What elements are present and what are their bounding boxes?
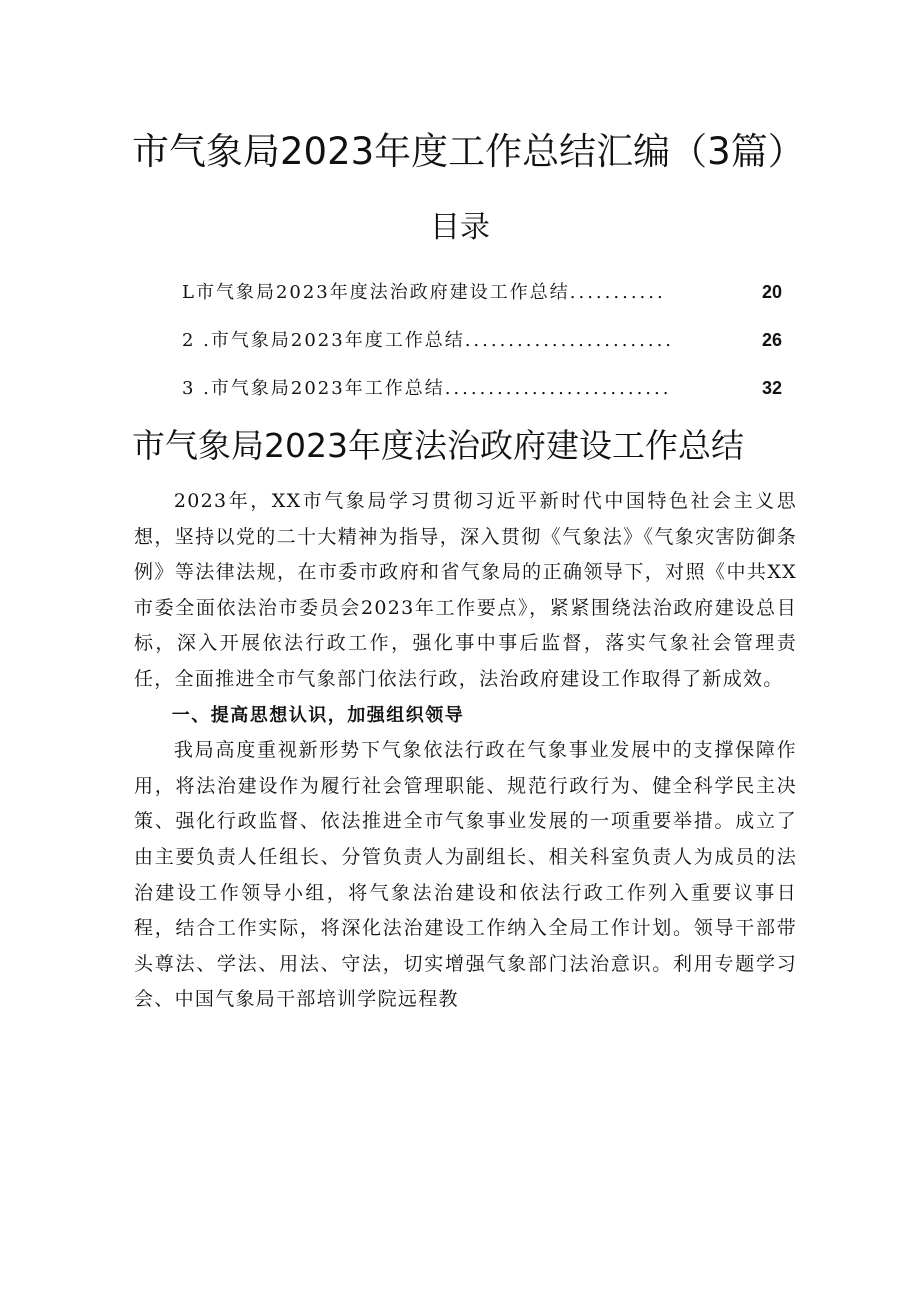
table-of-contents: [182, 272, 782, 416]
toc-entry-label: 3 .市气象局2023年工作总结: [182, 378, 445, 399]
toc-heading: 目录: [430, 210, 490, 245]
document-title: 市气象局2023年度工作总结汇编（3篇）: [132, 130, 805, 173]
toc-page-number: 20: [761, 282, 782, 302]
body-text: [134, 484, 797, 1018]
section-title: 市气象局2023年度法治政府建设工作总结: [132, 426, 744, 465]
toc-entry-label: L市气象局2023年度法治政府建设工作总结: [182, 282, 570, 303]
paragraph-intro: 2023年，XX市气象局学习贯彻习近平新时代中国特色社会主义思想，坚持以党的二十大精神为指导，深入贯彻《气象法》《气象灾害防御条例》等法律法规，在市委市政府和省气象局的正确领导下，对照《中共XX市委全面依法治市委员会2023年工作要点》，紧紧围绕法治政府建设总目标，深入开展依法行政工作，强化事中事后监督，落实气象社会管理责任，全面推进全市气象部门依法行政，法治政府建设工作取得了新成效。: [134, 490, 797, 690]
toc-page-number: 32: [761, 378, 782, 398]
toc-leader-dots: ........................: [464, 330, 675, 351]
paragraph-organization: 我局高度重视新形势下气象依法行政在气象事业发展中的支撑保障作用，将法治建设作为履行社会管理职能、规范行政行为、健全科学民主决策、强化行政监督、依法推进全市气象事业发展的一项重要举措。成立了由主要负责人任组长、分管负责人为副组长、相关科室负责人为成员的法治建设工作领导小组，将气象法治建设和依法行政工作列入重要议事日程，结合工作实际，将深化法治建设工作纳入全局工作计划。领导干部带头尊法、学法、用法、守法，切实增强气象部门法治意识。利用专题学习会、中国气象局干部培训学院远程教: [134, 739, 797, 1011]
toc-leader-dots: ..........................: [444, 378, 672, 399]
toc-leader-dots: ...........: [569, 282, 666, 303]
toc-page-number: 26: [761, 330, 782, 350]
toc-entry-label: 2 .市气象局2023年度工作总结: [182, 330, 465, 351]
toc-entry-1[interactable]: [182, 272, 782, 320]
toc-entry-2[interactable]: [182, 320, 782, 368]
subheading-1: 一、提高思想认识，加强组织领导: [171, 704, 465, 726]
toc-entry-3[interactable]: [182, 368, 782, 416]
